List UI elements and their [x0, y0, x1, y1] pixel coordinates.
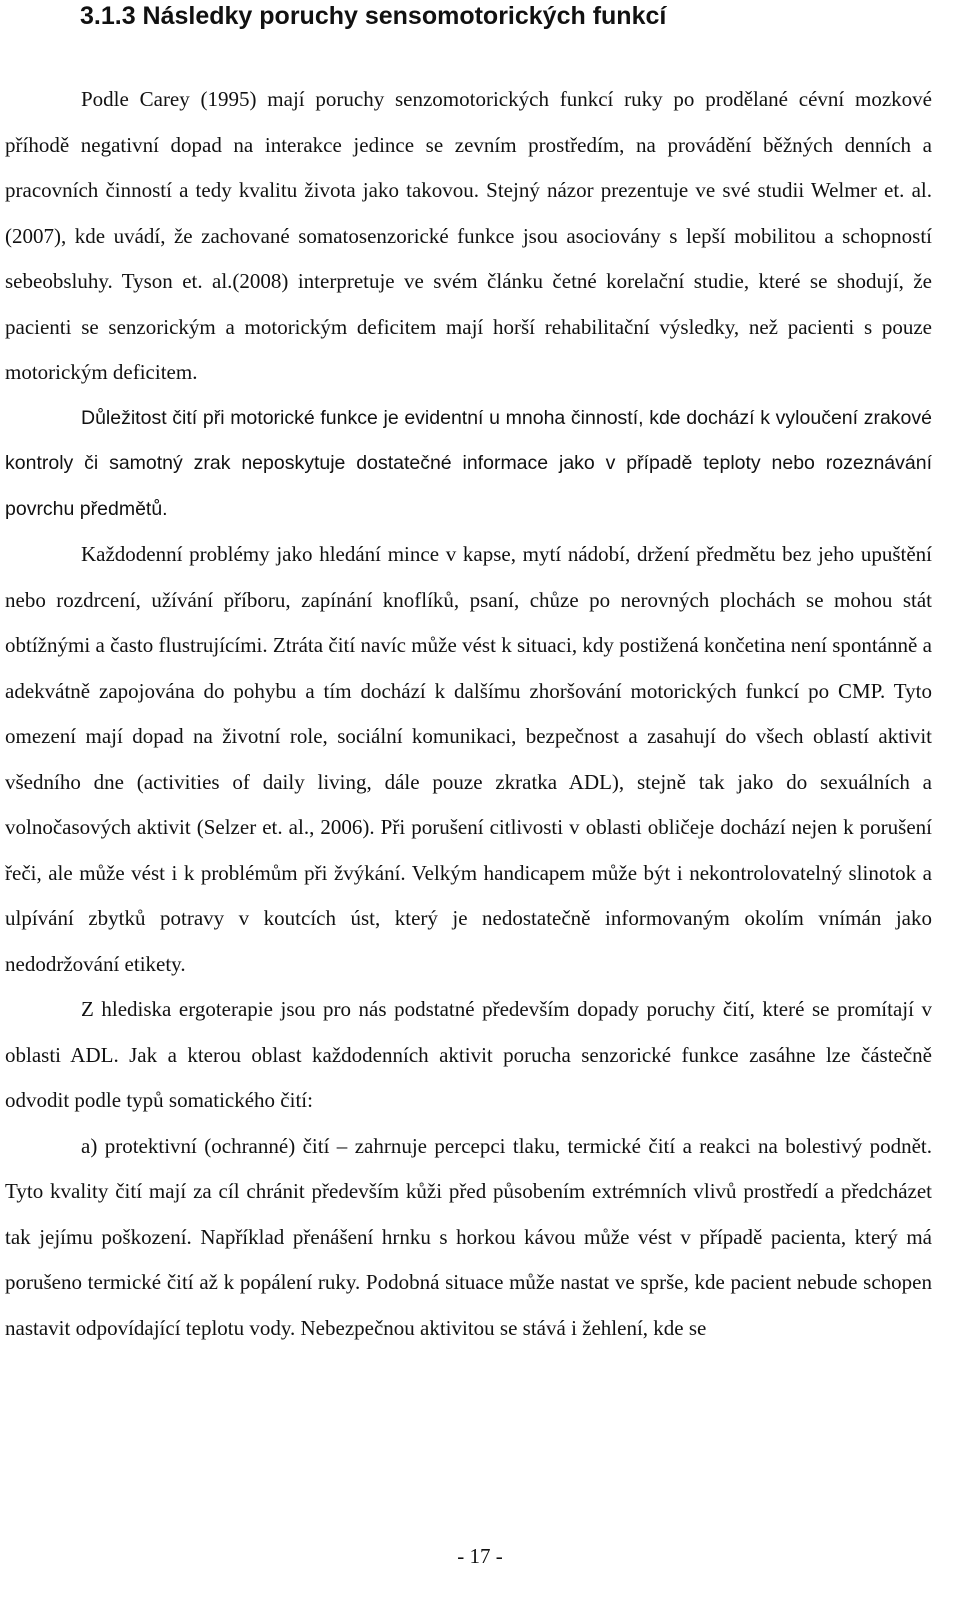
list-item-paragraph: a) protektivní (ochranné) čití – zahrnuje percepci tlaku, termické čití a reakci na bolestivý podnět. Tyto kvality čití mají za cíl chránit především kůži před působením extrémních vlivů prostředí a předcházet tak jejímu poškození. Například přenášení hrnku s horkou kávou může vést v případě pacienta, který má porušeno termické čití až k popálení ruky. Podobná situace může nastat ve sprše, kde pacient nebude schopen nastavit odpovídající teplotu vody. Nebezpečnou aktivitou se stává i žehlení, kde se: [5, 1133, 932, 1340]
paragraph: Z hlediska ergoterapie jsou pro nás podstatné především dopady poruchy čití, které se promítají v oblasti ADL. Jak a kterou oblast každodenních aktivit porucha senzorické funkce zasáhne lze částečně odvodit podle typů somatického čití:: [5, 997, 932, 1112]
page-number: - 17 -: [457, 1544, 503, 1568]
paragraph: Každodenní problémy jako hledání mince v kapse, mytí nádobí, držení předmětu bez jeho upuštění nebo rozdrcení, užívání příboru, zapínání knoflíků, psaní, chůze po nerovných plochách se mohou stát obtížnými a často flustrujícími. Ztráta čití navíc může vést k situaci, kdy postižená končetina není spontánně a adekvátně zapojována do pohybu a tím dochází k dalšímu zhoršování motorických funkcí po CMP. Tyto omezení mají dopad na životní role, sociální komunikaci, bezpečnost a zasahují do všech oblastí aktivit všedního dne (activities of daily living, dále pouze zkratka ADL), stejně tak jako do sexuálních a volnočasových aktivit (Selzer et. al., 2006). Při porušení citlivosti v oblasti obličeje dochází nejen k porušení řeči, ale může vést i k problémům při žvýkání. Velkým handicapem může být i nekontrolovatelný slinotok a ulpívání zbytků potravy v koutcích úst, který je nedostatečně informovaným okolím vnímán jako nedodržování etikety.: [5, 542, 932, 976]
paragraph: Podle Carey (1995) mají poruchy senzomotorických funkcí ruky po prodělané cévní mozkové příhodě negativní dopad na interakce jedince se zevním prostředím, na provádění běžných denních a pracovních činností a tedy kvalitu života jako takovou. Stejný názor prezentuje ve své studii Welmer et. al. (2007), kde uvádí, že zachované somatosenzorické funkce jsou asociovány s lepší mobilitou a schopností sebeobsluhy. Tyson et. al.(2008) interpretuje ve svém článku četné korelační studie, které se shodují, že pacienti se senzorickým a motorickým deficitem mají horší rehabilitační výsledky, než pacienti s pouze motorickým deficitem.: [5, 87, 932, 384]
section-heading: 3.1.3 Následky poruchy sensomotorických funkcí: [80, 2, 667, 30]
body-text: [5, 77, 932, 1351]
paragraph: Důležitost čití při motorické funkce je evidentní u mnoha činností, kde dochází k vyloučení zrakové kontroly či samotný zrak neposkytuje dostatečné informace jako v případě teploty nebo rozeznávání povrchu předmětů.: [5, 406, 932, 520]
